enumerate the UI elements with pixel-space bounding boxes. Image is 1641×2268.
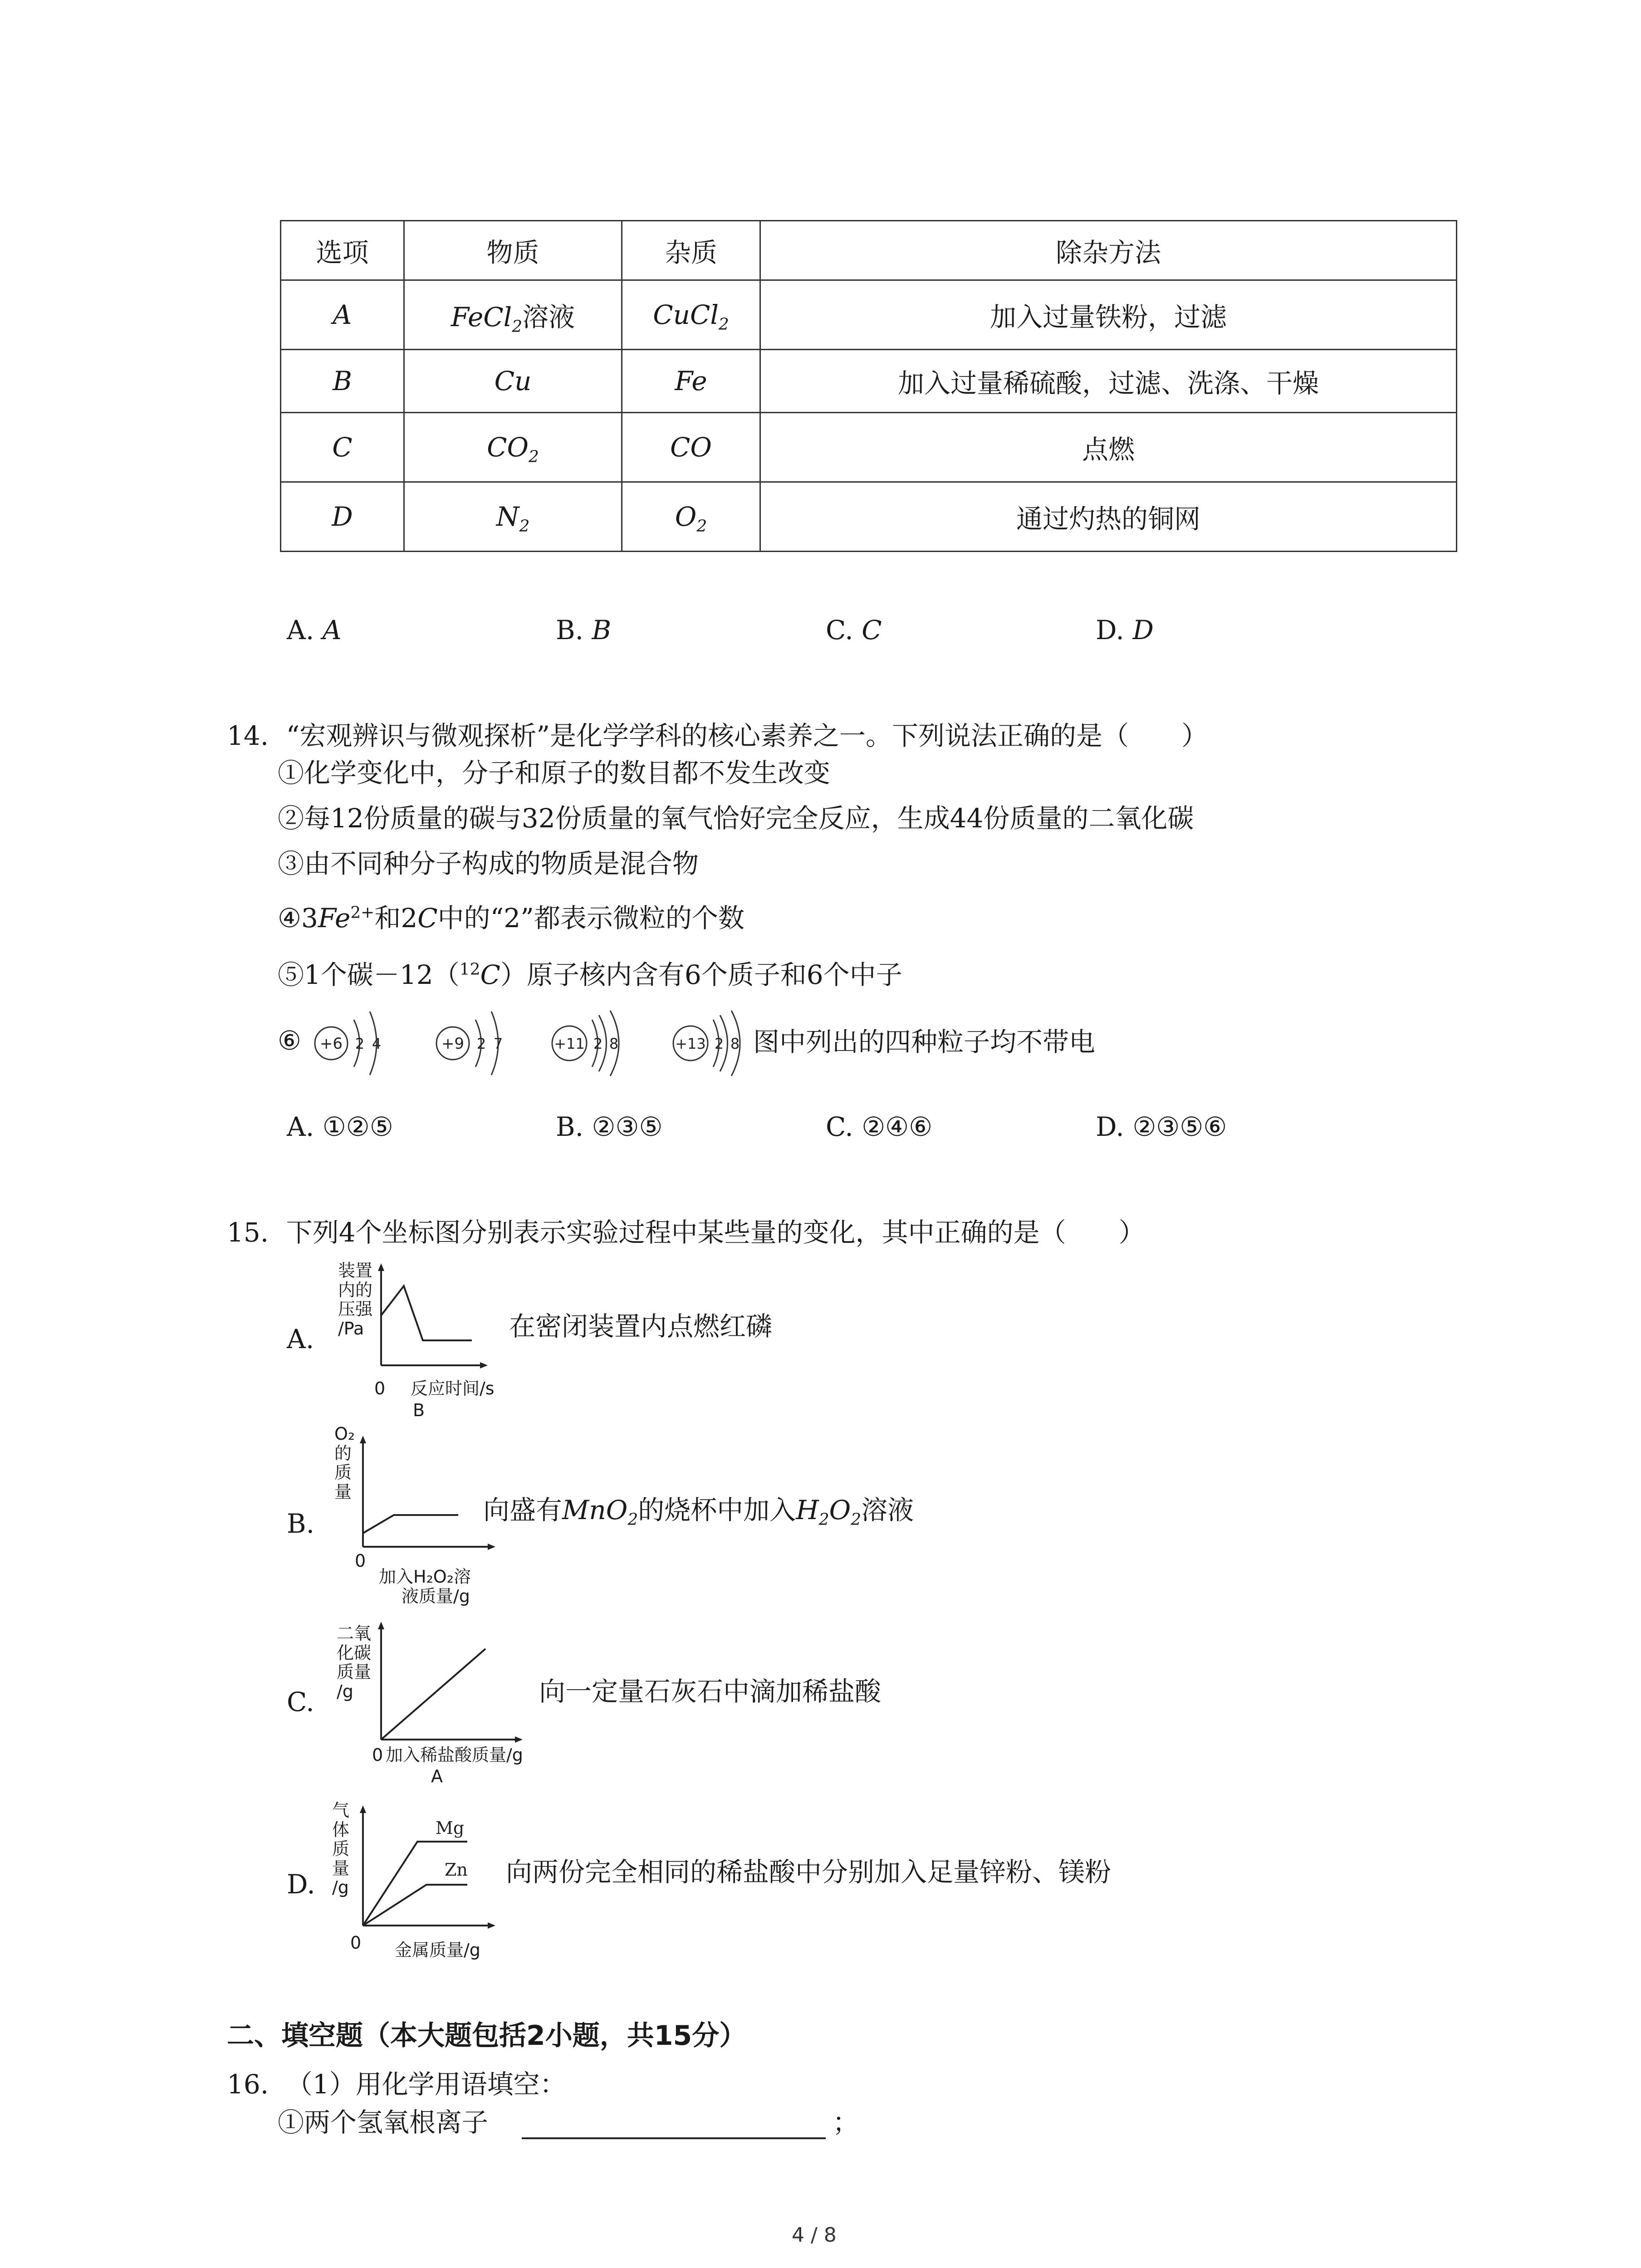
table-header-cell: 杂质: [622, 221, 760, 280]
choice-d[interactable]: D. D: [1096, 615, 1154, 645]
fill-item-1-end: ；: [833, 2107, 859, 2138]
question-14-stem: [227, 714, 1208, 753]
svg-text:+11: +11: [554, 1035, 585, 1052]
option-cell: D: [281, 482, 404, 552]
table-row: [281, 482, 1457, 552]
series-label-mg: Mg: [436, 1818, 465, 1838]
table-row: [281, 350, 1457, 413]
svg-text:+9: +9: [441, 1035, 465, 1053]
statement-1: ①化学变化中，分子和原子的数目都不发生改变: [278, 758, 831, 788]
method-cell: 通过灼热的铜网: [760, 482, 1457, 552]
table-header-cell: 选项: [281, 221, 404, 280]
graph-a-x-label: 反应时间/s: [411, 1378, 495, 1398]
svg-text:7: 7: [493, 1035, 503, 1052]
svg-text:+6: +6: [319, 1035, 343, 1053]
svg-text:2: 2: [355, 1035, 365, 1052]
choice-b[interactable]: B. ②③⑤: [556, 1111, 663, 1142]
choice-a[interactable]: A. A: [287, 615, 342, 645]
section-title: 二、填空题（本大题包括2小题，共15分）: [227, 2020, 747, 2052]
question-16-stem: [227, 2063, 566, 2101]
series-label-zn: Zn: [445, 1860, 468, 1880]
option-b-label[interactable]: B.: [287, 1508, 315, 1539]
svg-text:8: 8: [730, 1035, 740, 1052]
method-cell: 点燃: [760, 413, 1457, 482]
method-cell: 加入过量铁粉，过滤: [760, 280, 1457, 350]
table-row: [281, 413, 1457, 482]
graph-a: [372, 1261, 490, 1379]
question-number: 16.: [227, 2069, 269, 2100]
svg-text:8: 8: [609, 1035, 619, 1052]
graph-b: [354, 1433, 499, 1560]
substance-cell: $CO_2$: [404, 413, 622, 482]
option-b-desc: 向盛有MnO$_2$的烧杯中加入$H_2O_2$溶液: [483, 1495, 914, 1529]
graph-c-y-label: 二氧 化碳 质量 /g: [337, 1623, 372, 1701]
impurity-cell: $O_2$: [622, 482, 760, 552]
impurity-cell: CO: [622, 413, 760, 482]
particle-diagram: [436, 1012, 503, 1075]
svg-text:2: 2: [593, 1035, 603, 1052]
impurity-cell: Fe: [622, 350, 760, 413]
question-number: 15.: [227, 1217, 269, 1248]
option-d-label[interactable]: D.: [287, 1869, 315, 1900]
graph-d: [354, 1803, 499, 1939]
answer-blank[interactable]: [522, 2137, 826, 2139]
graph-c-x-label: 加入稀盐酸质量/g: [386, 1745, 523, 1765]
impurity-table: [280, 220, 1457, 552]
statement-3: ③由不同种分子构成的物质是混合物: [278, 848, 699, 879]
choice-a[interactable]: A. ①②⑤: [287, 1111, 393, 1142]
method-cell: 加入过量稀硫酸，过滤、洗涤、干燥: [760, 350, 1457, 413]
option-cell: B: [281, 350, 404, 413]
question-stem: “宏观辨识与微观探析”是化学学科的核心素养之一。下列说法正确的是（ ）: [286, 720, 1208, 751]
graph-d-x-label: 金属质量/g: [395, 1940, 480, 1960]
particle-diagram: [315, 1012, 381, 1075]
question-15-stem: [227, 1211, 1145, 1249]
option-a-desc: 在密闭装置内点燃红磷: [509, 1311, 773, 1342]
svg-text:2: 2: [476, 1035, 486, 1052]
choice-c[interactable]: C. C: [826, 615, 882, 645]
table-header-cell: 物质: [404, 221, 622, 280]
particle-diagrams: [309, 998, 753, 1089]
substance-cell: FeCl$_2$溶液: [404, 280, 622, 350]
graph-b-y-label: O₂ 的 质 量: [334, 1424, 355, 1502]
table-header-cell: 除杂方法: [760, 221, 1457, 280]
option-cell: A: [281, 280, 404, 350]
graph-c-origin: 0: [372, 1745, 383, 1765]
particle-diagram: [552, 1011, 619, 1076]
svg-text:2: 2: [714, 1035, 724, 1052]
graph-b-x-label: 加入H₂O₂溶 液质量/g: [379, 1567, 471, 1606]
graph-d-y-label: 气 体 质 量 /g: [332, 1800, 350, 1898]
fill-item-1: ①两个氢氧根离子: [278, 2107, 489, 2138]
page-number: 4 / 8: [792, 2224, 837, 2247]
option-a-label[interactable]: A.: [287, 1324, 314, 1354]
graph-c-caption: A: [431, 1766, 443, 1786]
graph-c: [372, 1619, 526, 1751]
choice-b[interactable]: B. B: [556, 615, 612, 645]
statement-5: ⑤1个碳－12（$^{12}$C）原子核内含有6个质子和6个中子: [278, 959, 902, 990]
substance-cell: $N_2$: [404, 482, 622, 552]
question-stem: 下列4个坐标图分别表示实验过程中某些量的变化，其中正确的是（ ）: [286, 1217, 1145, 1248]
option-cell: C: [281, 413, 404, 482]
particle-diagram: [673, 1011, 740, 1076]
question-number: 14.: [227, 720, 269, 751]
graph-a-y-label: 装置 内的 压强 /Pa: [338, 1261, 373, 1339]
choice-d[interactable]: D. ②③⑤⑥: [1096, 1111, 1227, 1142]
graph-a-caption: B: [413, 1400, 425, 1420]
graph-b-origin: 0: [355, 1551, 366, 1571]
statement-6-prefix: ⑥: [278, 1025, 301, 1056]
statement-6-text: 图中列出的四种粒子均不带电: [753, 1026, 1096, 1057]
impurity-cell: CuCl$_2$: [622, 280, 760, 350]
choice-c[interactable]: C. ②④⑥: [826, 1111, 933, 1142]
table-header-row: [281, 221, 1457, 280]
svg-text:+13: +13: [675, 1035, 706, 1052]
table-row: [281, 280, 1457, 350]
svg-text:4: 4: [372, 1035, 382, 1052]
statement-2: ②每12份质量的碳与32份质量的氧气恰好完全反应，生成44份质量的二氧化碳: [278, 803, 1194, 834]
option-c-label[interactable]: C.: [287, 1686, 314, 1717]
option-d-desc: 向两份完全相同的稀盐酸中分别加入足量锌粉、镁粉: [506, 1857, 1112, 1887]
option-c-desc: 向一定量石灰石中滴加稀盐酸: [539, 1676, 882, 1707]
statement-4: $④3Fe^{2+}$和2C中的“2”都表示微粒的个数: [278, 903, 745, 934]
question-part: （1）用化学用语填空：: [286, 2069, 566, 2100]
graph-a-origin: 0: [374, 1378, 386, 1398]
substance-cell: Cu: [404, 350, 622, 413]
graph-d-origin: 0: [350, 1933, 362, 1953]
